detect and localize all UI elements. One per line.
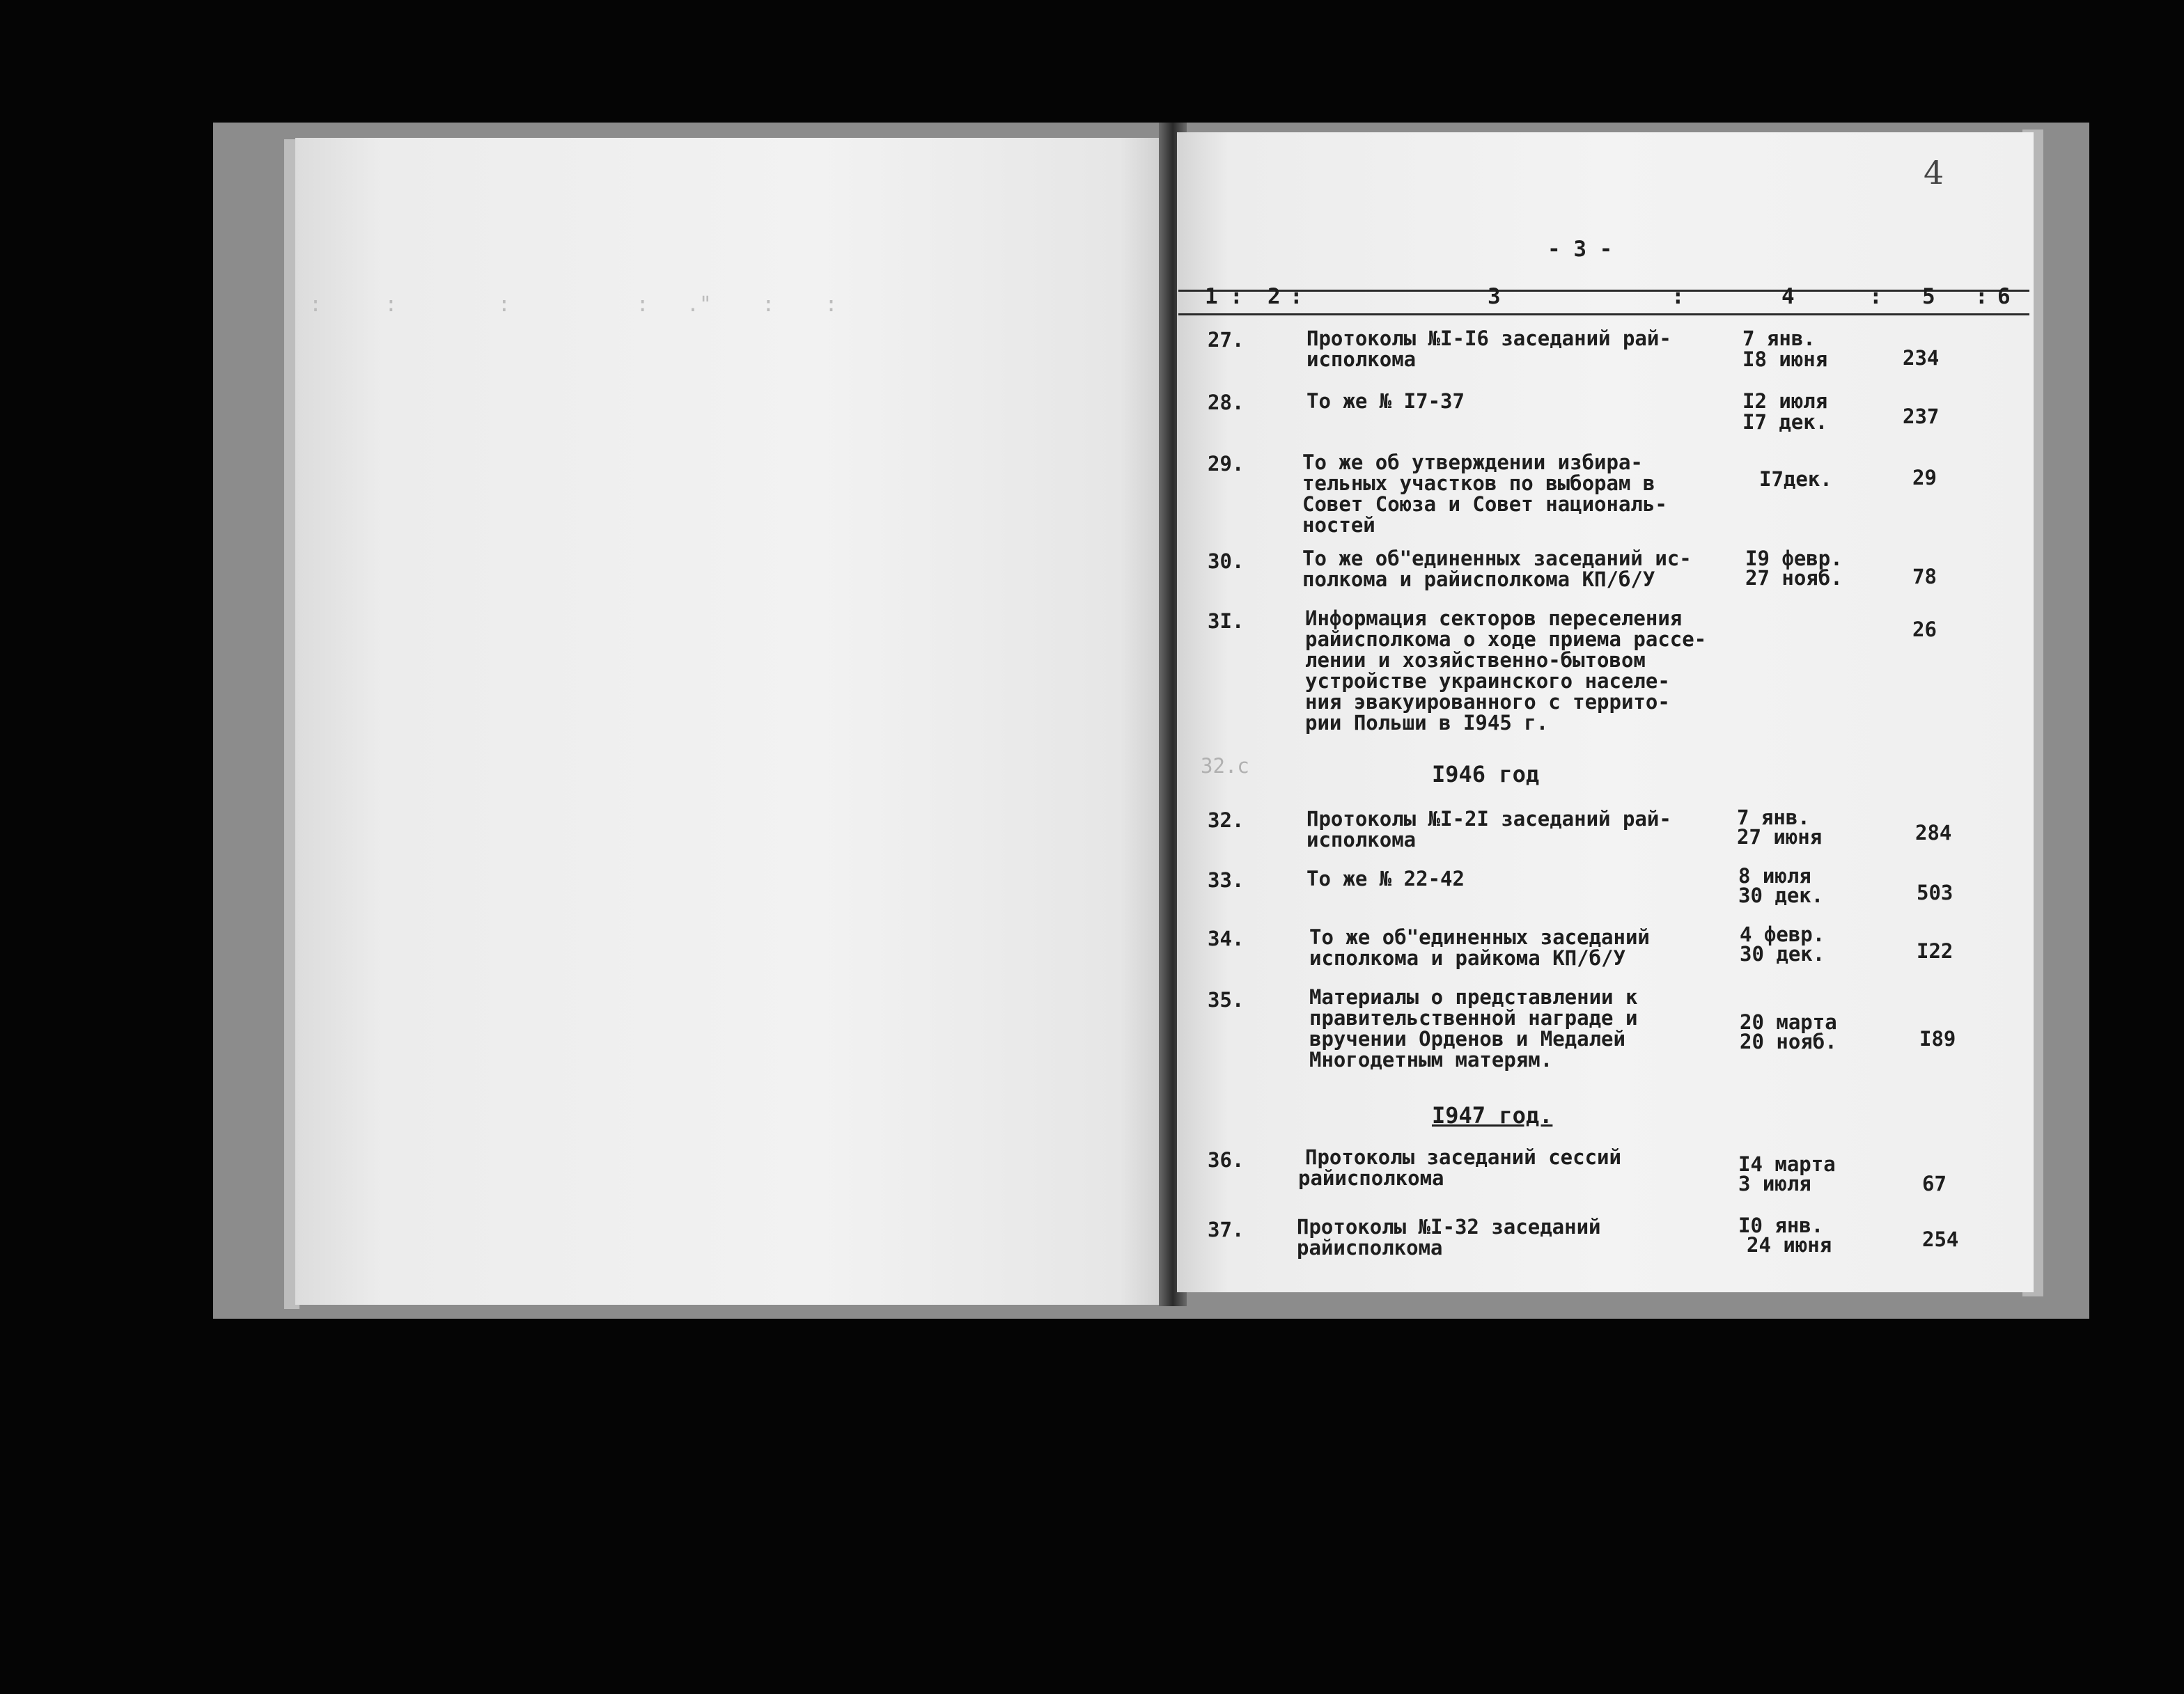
- entry-date: 27 июня: [1737, 825, 1823, 849]
- entry-number: 33.: [1208, 868, 1245, 892]
- entry-date: 3 июля: [1738, 1172, 1811, 1195]
- entry-sheet-count: 284: [1915, 821, 1952, 845]
- col-separator: :: [1975, 284, 1988, 309]
- year-heading-1947: I947 год.: [1432, 1102, 1553, 1129]
- entry-title-line: райисполкома о ходе приема рассе-: [1305, 627, 1707, 651]
- entry-date: 7 янв.: [1737, 806, 1810, 829]
- col-header-6: 6: [1997, 284, 2011, 309]
- entry-date: I2 июля: [1742, 389, 1828, 413]
- entry-number: 37.: [1208, 1218, 1245, 1241]
- entry-title-line: Информация секторов переселения: [1305, 606, 1683, 630]
- entry-number: 28.: [1208, 391, 1245, 414]
- entry-title-line: Протоколы №I-32 заседаний: [1297, 1215, 1601, 1239]
- header-bottom-rule: [1178, 313, 2029, 315]
- entry-date: 20 марта: [1740, 1010, 1837, 1034]
- col-separator: :: [1869, 284, 1882, 309]
- entry-number: 30.: [1208, 549, 1245, 573]
- entry-title-line: Протоколы №I-2I заседаний рай-: [1306, 807, 1671, 831]
- entry-date: 20 нояб.: [1740, 1030, 1837, 1053]
- entry-title-line: рии Польши в I945 г.: [1305, 711, 1549, 735]
- entry-date: 30 дек.: [1738, 884, 1824, 907]
- entry-title-line: тельных участков по выборам в: [1302, 471, 1655, 495]
- entry-date: I7 дек.: [1742, 410, 1828, 434]
- entry-sheet-count: 234: [1903, 346, 1940, 370]
- col-header-2: 2: [1268, 284, 1281, 309]
- entry-title-line: исполкома: [1306, 828, 1417, 852]
- col-header-4: 4: [1781, 284, 1795, 309]
- entry-date: 27 нояб.: [1745, 566, 1843, 590]
- col-separator: :: [1290, 284, 1303, 309]
- header-top-rule: [1178, 290, 2029, 292]
- entry-title-line: исполкома: [1306, 347, 1417, 371]
- entry-title-line: устройстве украинского населе-: [1305, 669, 1670, 693]
- entry-title-line: То же № I7-37: [1306, 389, 1465, 413]
- col-separator: :: [1230, 284, 1243, 309]
- corner-page-number: 4: [1924, 154, 1944, 191]
- entry-number: 36.: [1208, 1148, 1245, 1172]
- entry-date: I4 марта: [1738, 1152, 1836, 1176]
- entry-number: 32.: [1208, 808, 1245, 832]
- entry-date: I7дек.: [1759, 467, 1832, 491]
- entry-title-line: ностей: [1302, 513, 1375, 537]
- entry-title-line: Совет Союза и Совет националь-: [1302, 492, 1667, 516]
- margin-note: 32.с: [1201, 754, 1249, 778]
- entry-title-line: полкома и райисполкома КП/б/У: [1302, 567, 1655, 591]
- entry-number: 27.: [1208, 328, 1245, 352]
- col-header-5: 5: [1922, 284, 1935, 309]
- entry-title-line: Многодетным матерям.: [1309, 1048, 1553, 1072]
- entry-title-line: Протоколы №I-I6 заседаний рай-: [1306, 327, 1671, 350]
- entry-date: 8 июля: [1738, 864, 1811, 888]
- entry-title-line: То же № 22-42: [1306, 867, 1465, 891]
- left-page: [295, 138, 1163, 1305]
- entry-title-line: То же об утверждении избира-: [1302, 450, 1643, 474]
- entry-title-line: правительственной награде и: [1309, 1006, 1638, 1030]
- entry-date: 30 дек.: [1740, 942, 1825, 966]
- entry-sheet-count: 254: [1922, 1228, 1959, 1251]
- entry-sheet-count: I22: [1917, 939, 1953, 963]
- entry-date: 4 февр.: [1740, 923, 1825, 946]
- entry-date: I9 февр.: [1745, 547, 1843, 570]
- entry-title-line: исполкома и райкома КП/б/У: [1309, 946, 1625, 970]
- entry-title-line: То же об"единенных заседаний: [1309, 925, 1650, 949]
- entry-sheet-count: 237: [1903, 405, 1940, 428]
- entry-sheet-count: 78: [1912, 565, 1937, 588]
- entry-date: 24 июня: [1747, 1233, 1832, 1257]
- entry-date: 7 янв.: [1742, 327, 1816, 350]
- col-header-1: 1: [1205, 284, 1218, 309]
- entry-date: I8 июня: [1742, 347, 1828, 371]
- entry-title-line: лении и хозяйственно-бытовом: [1305, 648, 1646, 672]
- entry-date: I0 янв.: [1738, 1214, 1824, 1237]
- entry-number: 29.: [1208, 452, 1245, 476]
- entry-number: 3I.: [1208, 609, 1245, 633]
- entry-title-line: райисполкома: [1297, 1236, 1443, 1260]
- entry-title-line: райисполкома: [1298, 1166, 1444, 1190]
- show-through-text: : : : : ." : :: [309, 292, 838, 317]
- col-separator: :: [1671, 284, 1685, 309]
- entry-number: 35.: [1208, 988, 1245, 1012]
- entry-number: 34.: [1208, 927, 1245, 950]
- entry-title-line: Материалы о представлении к: [1309, 985, 1638, 1009]
- entry-sheet-count: 503: [1917, 881, 1953, 904]
- entry-sheet-count: 26: [1912, 618, 1937, 641]
- page-number: - 3 -: [1547, 237, 1613, 262]
- entry-sheet-count: 29: [1912, 466, 1937, 489]
- year-heading-1946: I946 год: [1432, 761, 1540, 787]
- entry-title-line: Протоколы заседаний сессий: [1305, 1145, 1621, 1169]
- entry-title-line: ния эвакуированного с террито-: [1305, 690, 1670, 714]
- entry-sheet-count: 67: [1922, 1172, 1947, 1195]
- entry-sheet-count: I89: [1919, 1027, 1956, 1051]
- entry-title-line: вручении Орденов и Медалей: [1309, 1027, 1625, 1051]
- col-header-3: 3: [1488, 284, 1501, 309]
- entry-title-line: То же об"единенных заседаний ис-: [1302, 547, 1692, 570]
